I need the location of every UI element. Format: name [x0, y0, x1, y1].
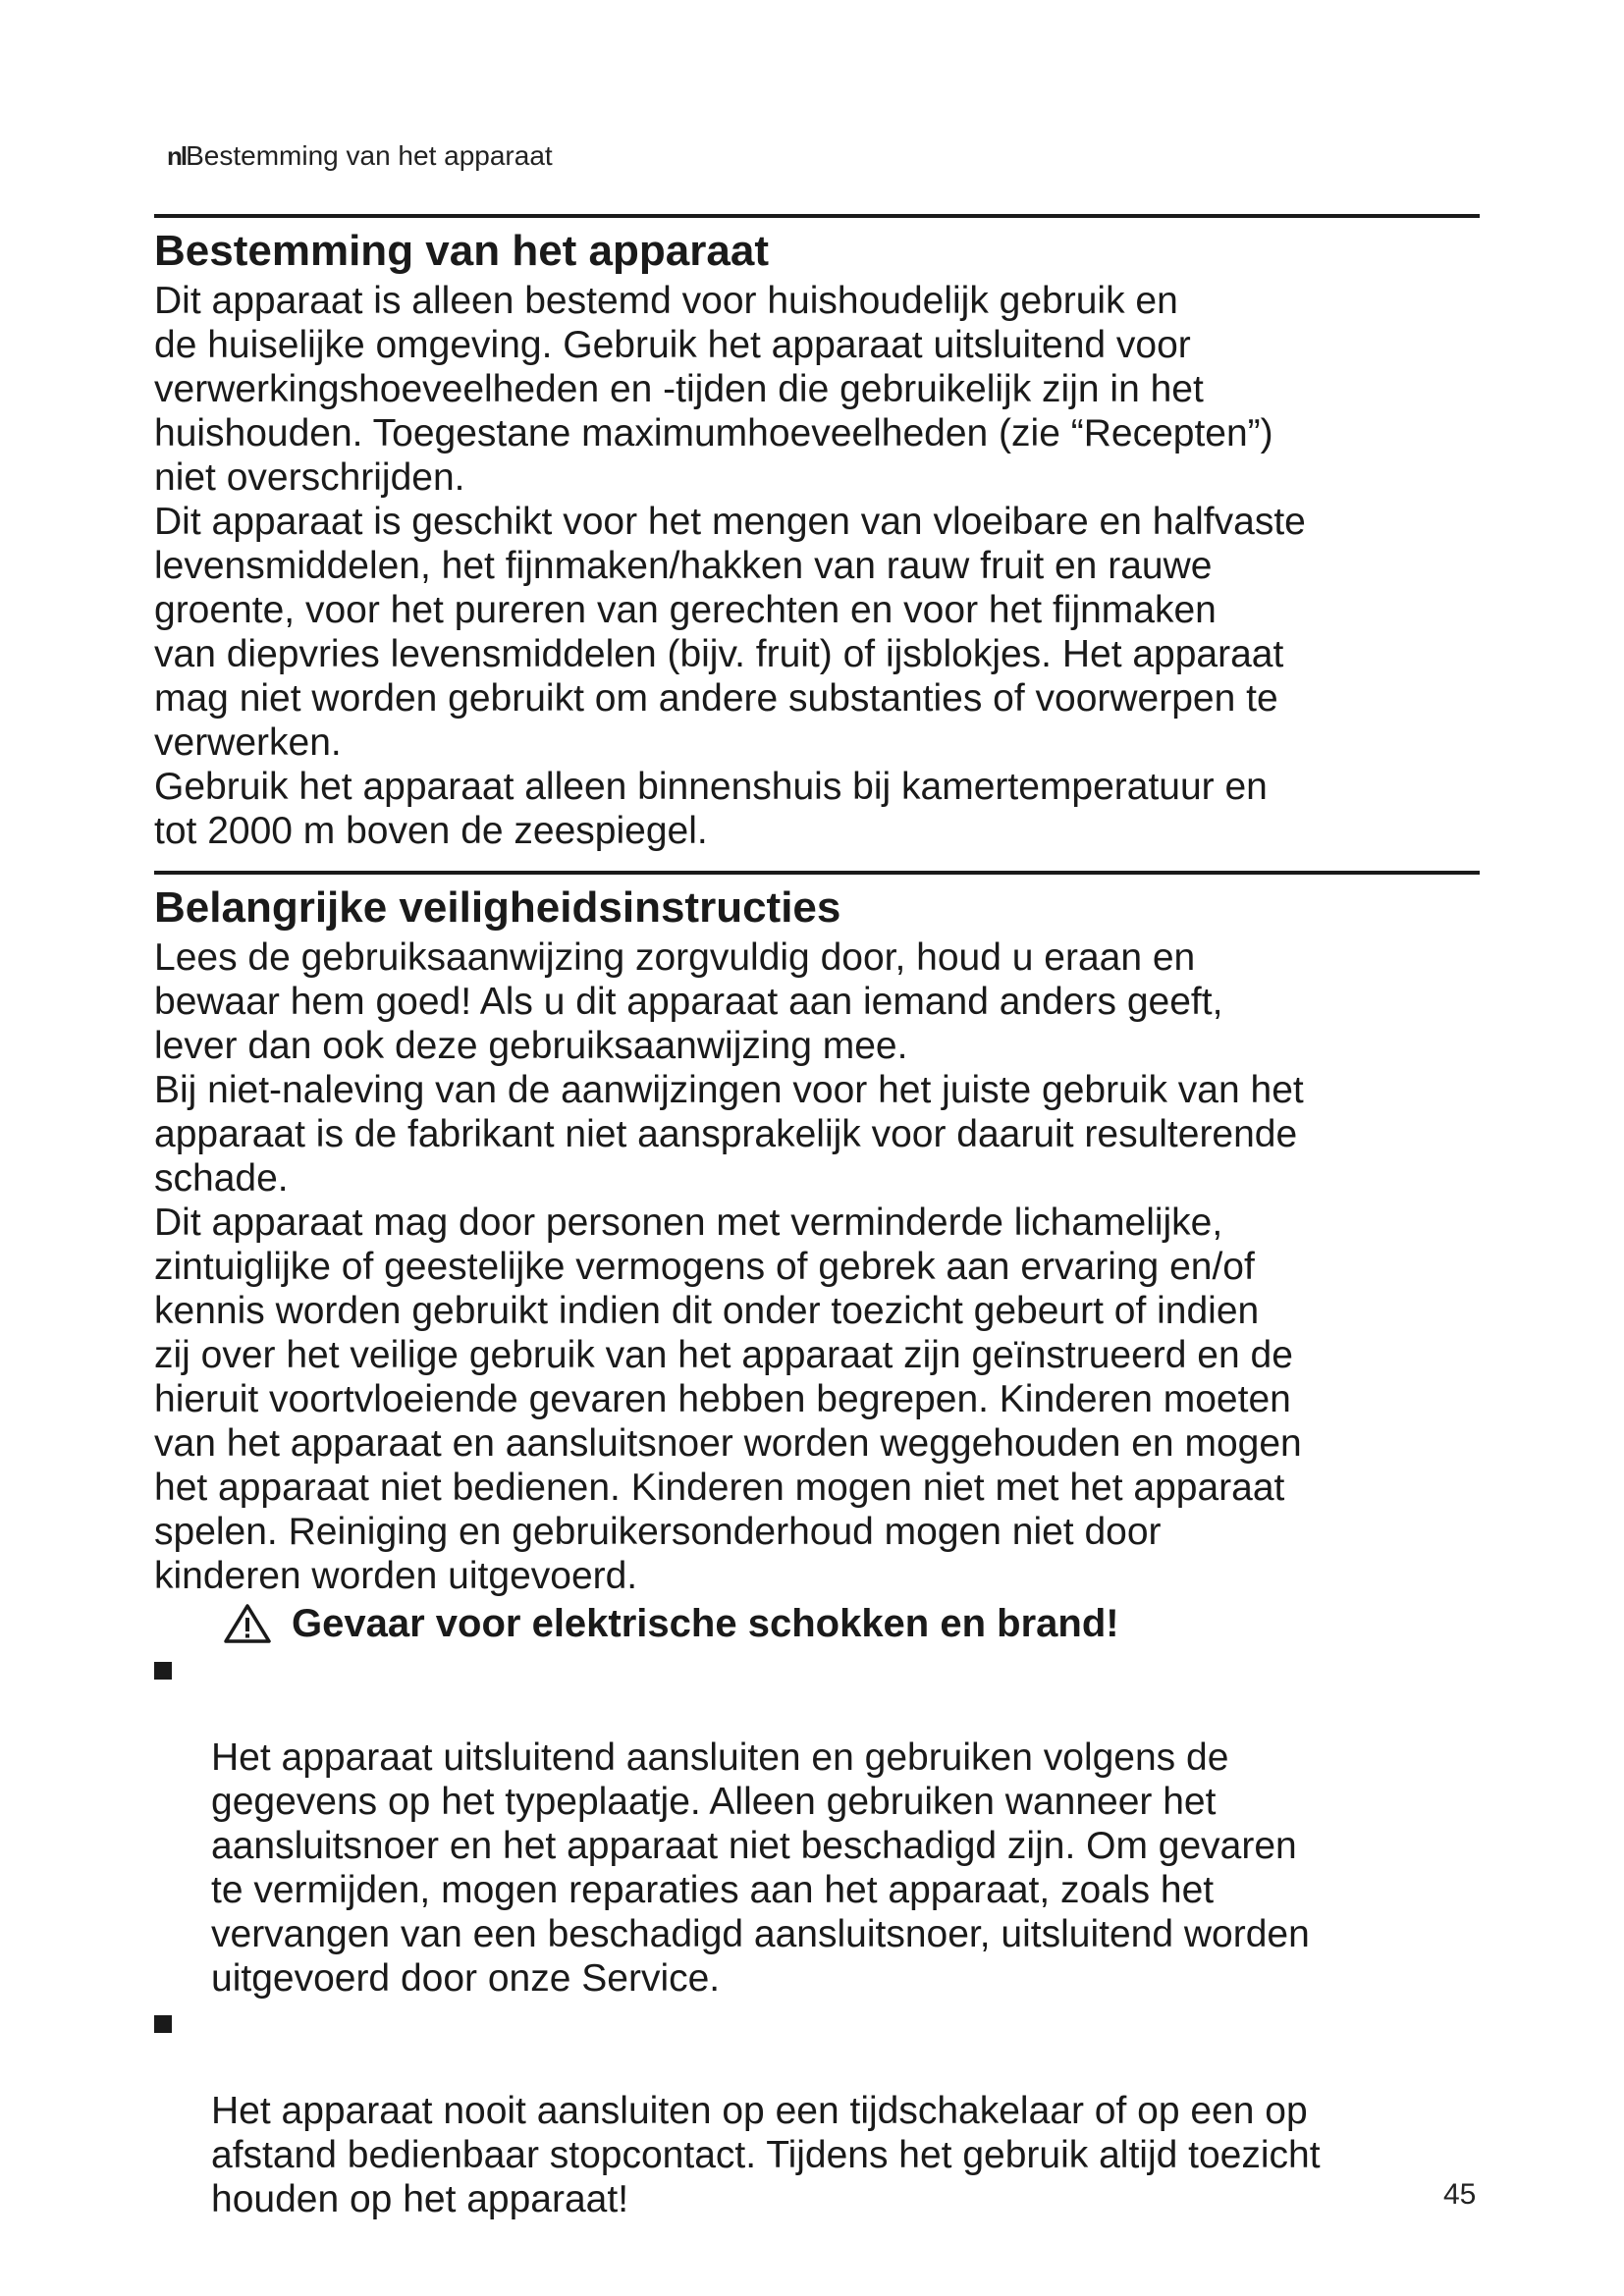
warning-heading [223, 1600, 1480, 1647]
paragraph: Dit apparaat is alleen bestemd voor huishoudelijk gebruik en de huiselijke omgeving. Gebruik het apparaat uitsluitend voor verwerkingshoeveelheden en -tijden die gebruikelijk zijn in het huishouden. Toegestane maximumhoeveelheden (zie “Recepten”) niet overschrijden. [154, 280, 1273, 499]
list-item [154, 2001, 1480, 2221]
section-divider [154, 214, 1480, 218]
warning-list [154, 1647, 1480, 2221]
warning-triangle-icon [223, 1603, 272, 1644]
section-heading: Belangrijke veiligheidsinstructies [154, 883, 841, 932]
section-heading: Bestemming van het apparaat [154, 227, 769, 275]
paragraph: Lees de gebruiksaanwijzing zorgvuldig door, houd u eraan en bewaar hem goed! Als u dit apparaat aan iemand anders geeft, lever dan ook deze gebruiksaanwijzing mee. [154, 936, 1223, 1067]
page-content [154, 214, 1480, 2221]
page-number: 45 [1443, 2178, 1477, 2211]
square-bullet-icon [154, 1662, 172, 1680]
list-item [154, 1647, 1480, 2001]
paragraph: Dit apparaat is geschikt voor het mengen van vloeibare en halfvaste levensmiddelen, het fijnmaken/hakken van rauw fruit en rauwe groente, voor het pureren van gerechten en voor het fijnmaken van diepvries levensmiddelen (bijv. fruit) of ijsblokjes. Het apparaat mag niet worden gebruikt om andere substanties of voorwerpen te verwerken. [154, 501, 1306, 764]
language-code: nl [167, 141, 187, 171]
running-header-title: Bestemming van het apparaat [186, 140, 553, 171]
section-intended-use [154, 214, 1480, 853]
warning-title: Gevaar voor elektrische schokken en brand! [292, 1602, 1119, 1645]
section-divider [154, 871, 1480, 875]
section-safety-instructions [154, 871, 1480, 2221]
list-item-text: Het apparaat uitsluitend aansluiten en gebruiken volgens de gegevens op het typeplaatje. Alleen gebruiken wanneer het aansluitsnoer en het apparaat niet beschadigd zijn. Om gevaren te vermijden, mogen reparaties aan het apparaat, zoals het vervangen van een beschadigd aansluitsnoer, uitsluitend worden uitgevoerd door onze Service. [211, 1736, 1310, 2000]
paragraph: Dit apparaat mag door personen met verminderde lichamelijke, zintuiglijke of geestelijke vermogens of gebrek aan ervaring en/of kennis worden gebruikt indien dit onder toezicht gebeurt of indien zij over het veilige gebruik van het apparaat zijn geïnstrueerd en de hieruit voortvloeiende gevaren hebben begrepen. Kinderen moeten van het apparaat en aansluitsnoer worden weggehouden en mogen het apparaat niet bedienen. Kinderen mogen niet met het apparaat spelen. Reiniging en gebruikersonderhoud mogen niet door kinderen worden uitgevoerd. [154, 1201, 1302, 1597]
running-header [167, 139, 553, 173]
square-bullet-icon [154, 2015, 172, 2033]
list-item-text: Het apparaat nooit aansluiten op een tijdschakelaar of op een op afstand bedienbaar stopcontact. Tijdens het gebruik altijd toezicht houden op het apparaat! [211, 2090, 1321, 2220]
paragraph: Bij niet-naleving van de aanwijzingen voor het juiste gebruik van het apparaat is de fabrikant niet aansprakelijk voor daaruit resulterende schade. [154, 1069, 1304, 1200]
paragraph: Gebruik het apparaat alleen binnenshuis bij kamertemperatuur en tot 2000 m boven de zeespiegel. [154, 766, 1268, 852]
